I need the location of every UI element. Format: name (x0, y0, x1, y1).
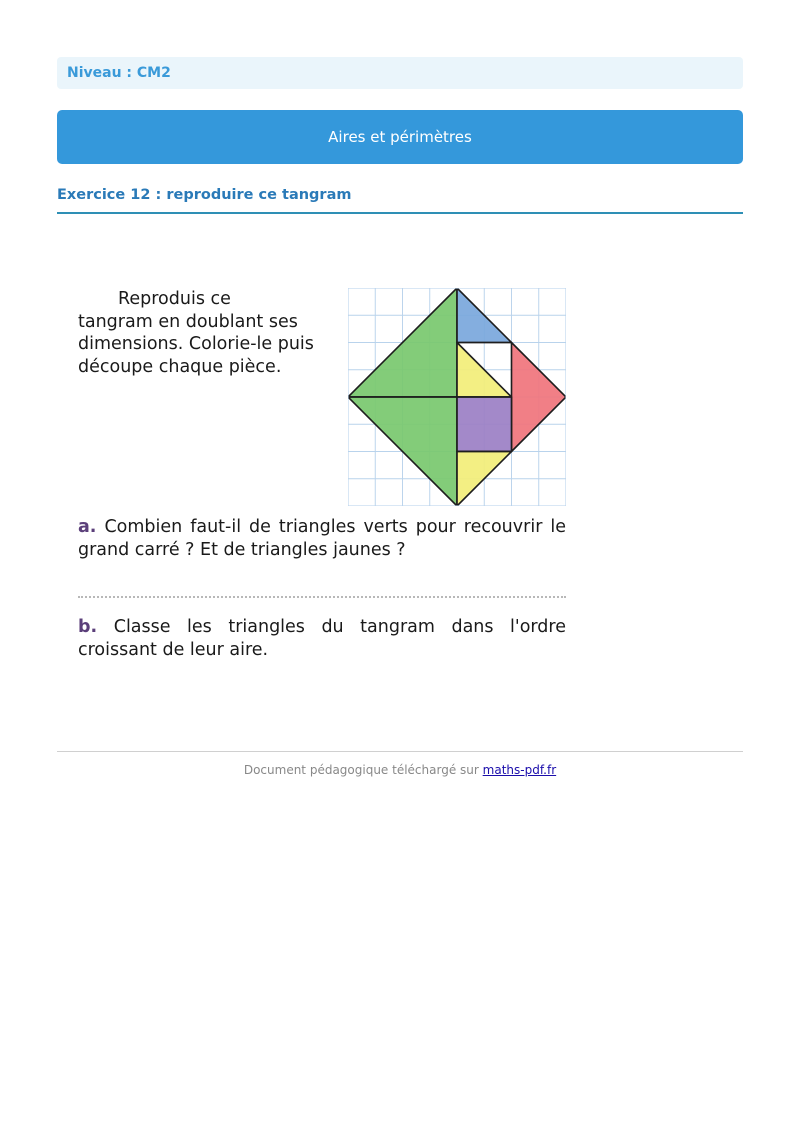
exercise-title: Exercice 12 : reproduire ce tangram (57, 183, 743, 214)
tangram-purple-square (457, 397, 512, 452)
page-title-banner: Aires et périmètres (57, 110, 743, 164)
exercise-instructions (78, 288, 338, 378)
question-a (78, 516, 566, 561)
question-b-text: Classe les triangles du tangram dans l'ordre croissant de leur aire. (78, 617, 566, 660)
instruction-first-line: Reproduis ce (118, 289, 231, 309)
footer-link[interactable]: maths-pdf.fr (482, 763, 557, 777)
question-a-letter: a. (78, 517, 97, 537)
footer (57, 763, 743, 777)
answer-dotted-line (78, 596, 566, 598)
instruction-rest: tangram en doublant ses dimensions. Colorie-le puis découpe chaque pièce. (78, 311, 314, 377)
level-label: Niveau : CM2 (57, 57, 743, 89)
question-b (78, 616, 566, 661)
question-b-letter: b. (78, 617, 98, 637)
question-a-text: Combien faut-il de triangles verts pour recouvrir le grand carré ? Et de triangles jaunes ? (78, 517, 566, 560)
footer-divider (57, 751, 743, 752)
footer-text: Document pédagogique téléchargé sur (243, 763, 479, 777)
exercise-figure (70, 280, 580, 670)
tangram-figure (348, 288, 566, 506)
